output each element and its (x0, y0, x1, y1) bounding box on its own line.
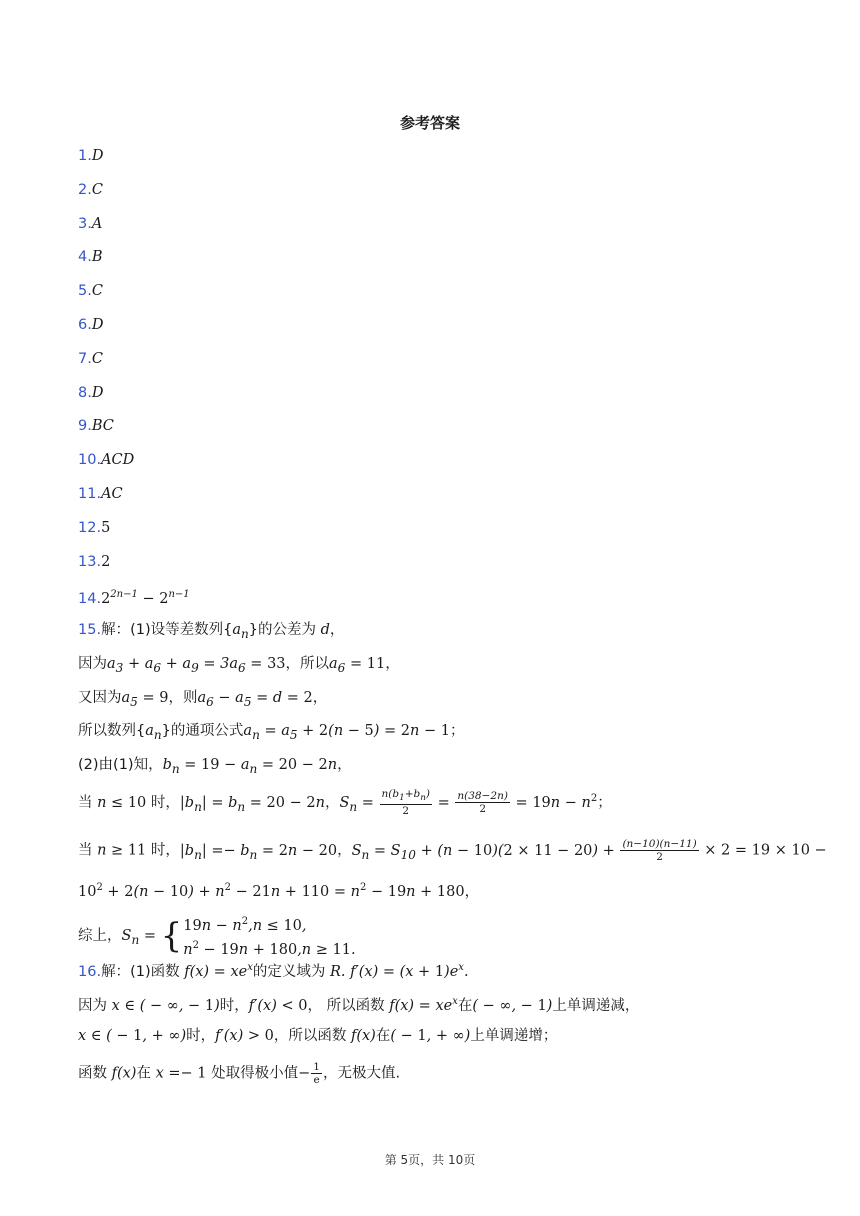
answer-number: 3. (78, 215, 92, 232)
q15-line-7: 当 n ≥ 11 时，$|b_n| =- b_n = 2n - 20$，$S_n = S_{10} + (n - 10)(2 \times 11 - 20)$ + $\frac{(n-10)(n-11)}{2}$ × 2 = 19 × 10 − (78, 838, 827, 863)
answer-value: D (91, 384, 104, 401)
answer-value: C (91, 350, 103, 367)
answer-item (78, 346, 190, 380)
q15-summary: 综上，$S_n$ = { $19n - n^2,n \le 10$, $n^2 - 19n + 180,n \ge 11$. (78, 915, 356, 958)
q15-line-1: 15.解：(1)设等差数列$\{a_n\}$的公差为 d， (78, 622, 345, 641)
answer-value: 2 (101, 553, 111, 570)
page-footer: 第 5页，共 10页 (384, 1153, 476, 1167)
answer-value: ACD (101, 452, 135, 469)
answer-number: 14. (78, 591, 102, 608)
q15-number: 15. (78, 622, 102, 638)
q15-line-6: 当 n ≤ 10 时，$|b_n| = b_n = 20 - 2n$，$S_n$ = $\frac{n(b_1+b_n)}{2}$ = $\frac{n(38-2n)}{2}$ = $19n - n^2$； (78, 788, 612, 818)
answer-number: 11. (78, 485, 102, 502)
answer-number: 13. (78, 553, 102, 570)
answer-exponent: 2n−1 (110, 589, 138, 601)
answer-item (78, 278, 190, 312)
answer-value: D (91, 316, 104, 333)
answer-value: BC (91, 418, 114, 435)
page-title: 参考答案 (399, 114, 460, 132)
answer-number: 1. (78, 148, 92, 164)
q16-line-3: x ∈ ( − 1, + ∞)时，f′(x) > 0，所以函数 f(x)在( − 1, + ∞)上单调递增； (78, 1028, 558, 1044)
answer-item (78, 447, 190, 481)
answer-value: 5 (101, 519, 111, 536)
answer-item (78, 515, 190, 549)
q16-line-2: 因为 x ∈ ( − ∞, − 1)时，f′(x) < 0， 所以函数 $f(x) = xe^x$在( − ∞, − 1)上单调递减， (78, 996, 640, 1014)
answer-number: 2. (78, 181, 92, 198)
answer-item (78, 582, 190, 616)
answer-value: C (91, 283, 103, 300)
answer-number: 6. (78, 316, 92, 333)
answer-number: 7. (78, 350, 92, 367)
answer-number: 5. (78, 283, 92, 300)
answer-item (78, 413, 190, 447)
answer-value: 2 (101, 591, 111, 608)
answer-item (78, 312, 190, 346)
q15-line-2: 因为$a_3 + a_6 + a_9 = 3a_6 = 33$，所以$a_6 = 11$， (78, 656, 400, 675)
answer-value: AC (101, 485, 123, 502)
answer-value: C (91, 181, 103, 198)
q16-line-1: 16.解：(1)函数 $f(x) = xe^x$的定义域为 R. $f'(x) = (x + 1)e^x$. (78, 962, 469, 980)
answer-item (78, 549, 190, 583)
answer-value: B (91, 249, 103, 266)
q15-line-4: 所以数列$\{a_n\}$的通项公式$a_n = a_5 + 2(n - 5) = 2n - 1$； (78, 723, 465, 742)
answer-value: A (91, 215, 103, 232)
q15-line-8: $10^2 + 2(n - 10) + n^2 - 21n + 110 = n^2 - 19n + 180$， (78, 882, 480, 900)
q16-number: 16. (78, 963, 102, 980)
answer-number: 8. (78, 384, 92, 401)
answer-item (78, 481, 190, 515)
answer-number: 4. (78, 249, 92, 266)
answer-number: 9. (78, 418, 92, 435)
answer-list (78, 143, 190, 616)
answer-exponent: n−1 (168, 589, 190, 601)
answer-item (78, 211, 190, 245)
answer-item (78, 143, 190, 177)
answer-number: 12. (78, 519, 102, 536)
answer-number: 10. (78, 452, 102, 469)
answer-item (78, 244, 190, 278)
q16-line-4: 函数 f(x)在 x =− 1 处取得极小值− $\frac{1}{e}$ ，无极大值. (78, 1061, 401, 1086)
answer-value: D (91, 148, 104, 164)
q15-line-5: (2)由(1)知，$b_n = 19 - a_n = 20 - 2n$， (78, 757, 352, 776)
answer-item (78, 177, 190, 211)
answer-value: − 2 (137, 591, 169, 608)
answer-item (78, 380, 190, 414)
q15-line-3: 又因为$a_5 = 9$，则$a_6 - a_5 = d = 2$， (78, 690, 328, 709)
